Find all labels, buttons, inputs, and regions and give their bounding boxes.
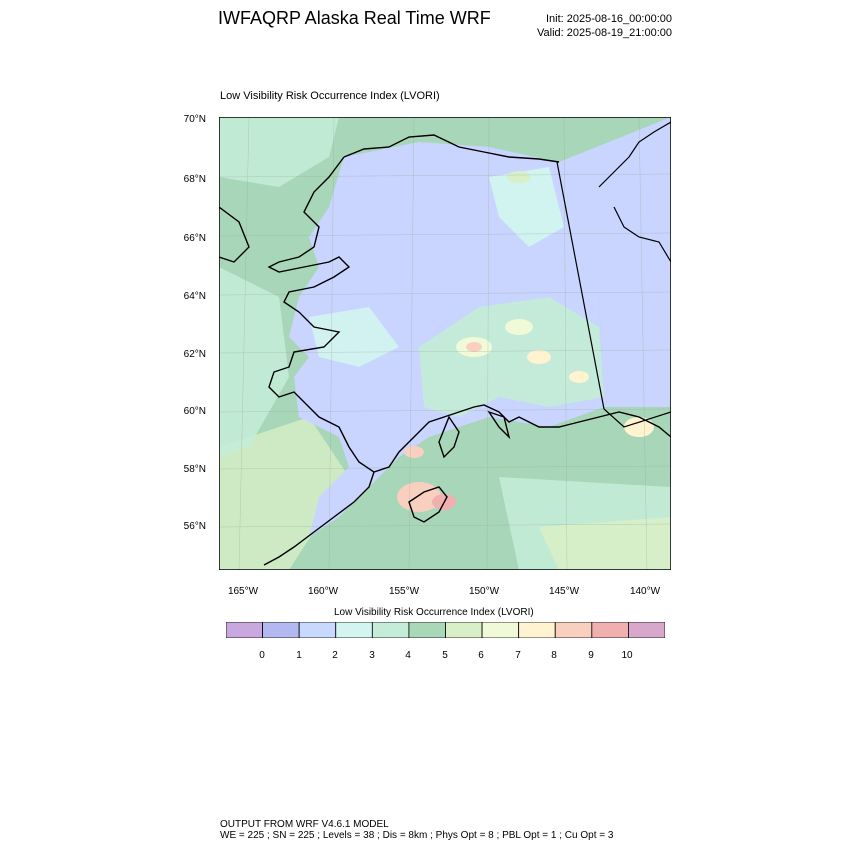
colorbar-swatch	[336, 622, 373, 638]
lon-label-145w: 145°W	[548, 586, 580, 597]
colorbar-label-4: 4	[405, 650, 411, 661]
colorbar-swatch	[263, 622, 300, 638]
colorbar-swatch	[446, 622, 483, 638]
risk-spot-5	[404, 446, 424, 458]
init-time: Init: 2025-08-16_00:00:00	[546, 13, 672, 25]
risk-spot-kodiak	[397, 482, 441, 512]
lvori-map	[219, 117, 671, 570]
colorbar-label-8: 8	[551, 650, 557, 661]
lon-label-160w: 160°W	[307, 586, 339, 597]
lat-label-68: 68°N	[183, 174, 206, 185]
colorbar-swatch	[519, 622, 556, 638]
lat-label-56: 56°N	[183, 521, 206, 532]
colorbar-label-7: 7	[515, 650, 521, 661]
valid-time: Valid: 2025-08-19_21:00:00	[537, 27, 672, 39]
colorbar-swatch	[555, 622, 592, 638]
risk-spot-panhandle	[624, 417, 654, 437]
risk-spot-4	[569, 371, 589, 383]
model-info-line1: OUTPUT FROM WRF V4.6.1 MODEL	[220, 819, 389, 830]
colorbar-label-0: 0	[259, 650, 265, 661]
lat-label-64: 64°N	[183, 291, 206, 302]
page-title: IWFAQRP Alaska Real Time WRF	[218, 8, 491, 28]
colorbar-swatch	[299, 622, 336, 638]
lon-label-165w: 165°W	[227, 586, 259, 597]
lat-label-66: 66°N	[183, 233, 206, 244]
colorbar-label-3: 3	[369, 650, 375, 661]
colorbar	[226, 622, 665, 638]
colorbar-label-9: 9	[588, 650, 594, 661]
lon-label-140w: 140°W	[629, 586, 661, 597]
plot-title: Low Visibility Risk Occurrence Index (LVORI)	[220, 90, 440, 102]
lon-label-155w: 155°W	[388, 586, 420, 597]
colorbar-swatch	[372, 622, 409, 638]
risk-spot-north-slope	[507, 171, 531, 183]
colorbar-swatch	[226, 622, 263, 638]
lat-label-62: 62°N	[183, 349, 206, 360]
model-info-line2: WE = 225 ; SN = 225 ; Levels = 38 ; Dis = 8km ; Phys Opt = 8 ; PBL Opt = 1 ; Cu Opt = 3	[220, 830, 614, 841]
risk-spot-2	[505, 319, 533, 335]
lon-label-150w: 150°W	[468, 586, 500, 597]
colorbar-label-5: 5	[442, 650, 448, 661]
colorbar-title: Low Visibility Risk Occurrence Index (LVORI)	[334, 607, 534, 618]
lat-label-58: 58°N	[183, 464, 206, 475]
lat-label-70: 70°N	[183, 114, 206, 125]
colorbar-swatch	[628, 622, 665, 638]
colorbar-label-10: 10	[621, 650, 633, 661]
lat-label-60: 60°N	[183, 406, 206, 417]
colorbar-label-1: 1	[296, 650, 302, 661]
colorbar-swatch	[592, 622, 629, 638]
colorbar-swatch	[409, 622, 446, 638]
colorbar-label-2: 2	[332, 650, 338, 661]
colorbar-label-6: 6	[478, 650, 484, 661]
colorbar-swatch	[482, 622, 519, 638]
risk-spot-1-core	[466, 342, 482, 352]
risk-spot-3	[527, 350, 551, 364]
